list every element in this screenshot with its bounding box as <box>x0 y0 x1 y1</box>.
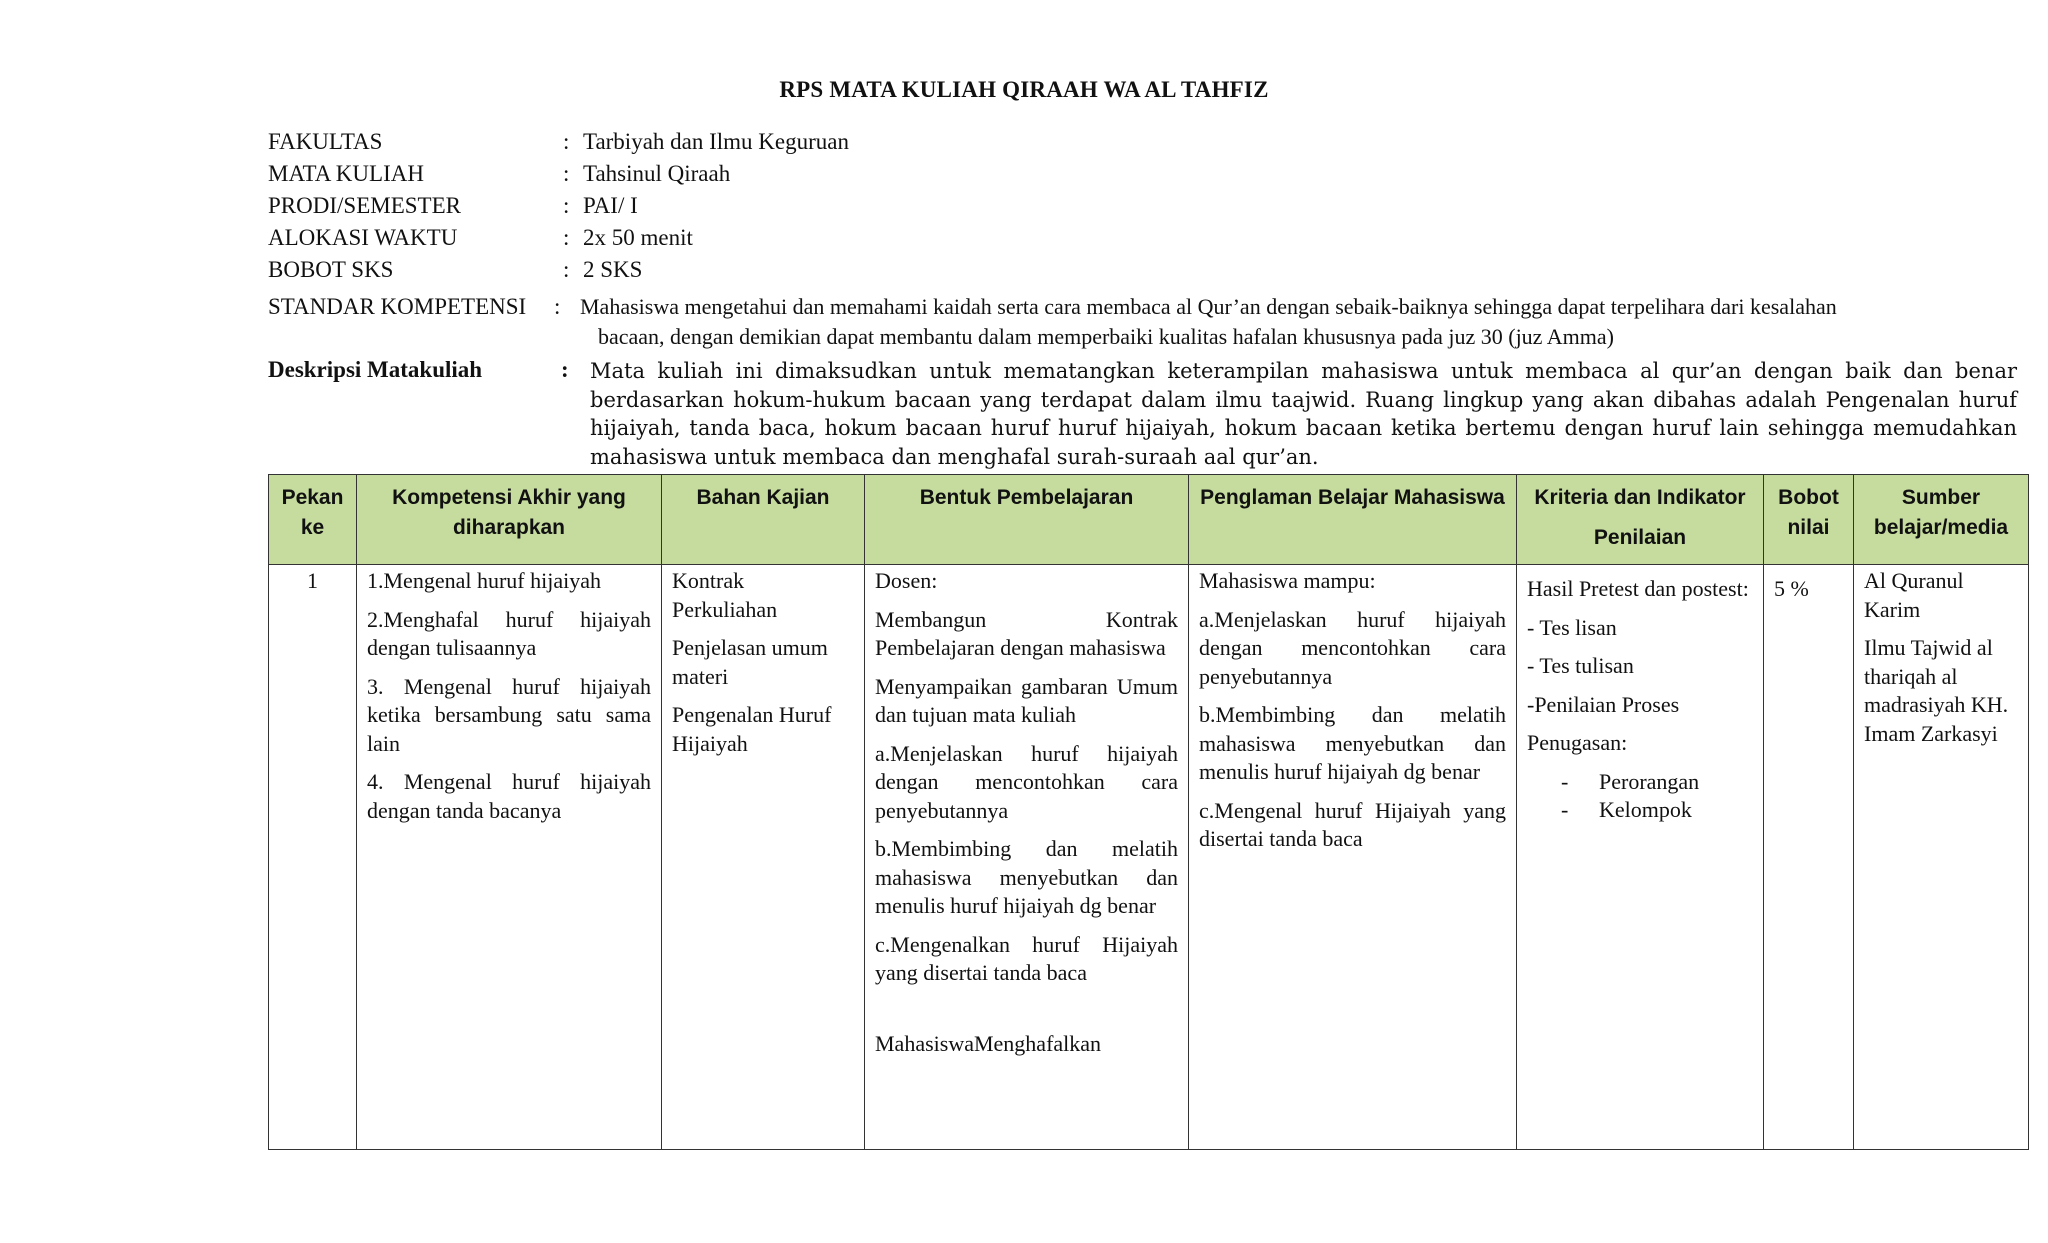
bentuk-item: Menyampaikan gambaran Umum dan tujuan mata kuliah <box>875 673 1178 727</box>
bahan-item: Penjelasan umum materi <box>672 635 828 689</box>
kompetensi-item: 4. Mengenal huruf hijaiyah dengan tanda bacanya <box>367 769 651 823</box>
pengalaman-item: Mahasiswa mampu: <box>1199 568 1376 593</box>
deskripsi-colon: : <box>561 357 569 382</box>
meta-colon: : <box>563 225 570 250</box>
kriteria-item: -Penilaian Proses <box>1527 691 1680 717</box>
standar-line2: bacaan, dengan demikian dapat membantu dalam memperbaiki kualitas hafalan khususnya pada juz 30 (juz Amma) <box>598 324 1614 349</box>
cell-bahan <box>662 565 865 1150</box>
penugasan-item: - Kelompok <box>1561 796 1753 825</box>
bentuk-item: Membangun Kontrak Pembelajaran dengan mahasiswa <box>875 606 1178 660</box>
meta-value: 2 SKS <box>583 257 643 282</box>
meta-label: BOBOT SKS <box>268 257 394 282</box>
header-kompetensi: Kompetensi Akhir yang diharapkan <box>357 475 662 565</box>
deskripsi-text: Mata kuliah ini dimaksudkan untuk mematangkan keterampilan mahasiswa untuk membaca al qur’an dengan baik dan benar berdasarkan hokum-hukum bacaan yang terdapat dalam ilmu taajwid. Ruang lingkup yang akan dibahas adalah Pengenalan huruf hijaiyah, tanda baca, hokum bacaan huruf huruf hijaiyah, hokum bacaan ketika bertemu dengan huruf lain sehingga memudahkan mahasiswa untuk membaca dan menghafal surah-suraah aal qur’an. <box>590 359 2017 469</box>
cell-pengalaman <box>1189 565 1517 1150</box>
kriteria-item: Hasil Pretest dan postest: <box>1527 576 1749 601</box>
header-sumber: Sumber belajar/media <box>1854 475 2029 565</box>
pengalaman-item: a.Menjelaskan huruf hijaiyah dengan mencontohkan cara penyebutannya <box>1199 606 1506 689</box>
header-pekan: Pekan ke <box>269 475 357 565</box>
meta-colon: : <box>563 193 570 218</box>
header-kriteria-line1: Kriteria dan Indikator <box>1534 486 1746 509</box>
standar-line1: Mahasiswa mengetahui dan memahami kaidah serta cara membaca al Qur’an dengan sebaik-baiknya sehingga dapat terpelihara dari kesalahan <box>580 294 1837 319</box>
header-pengalaman: Penglaman Belajar Mahasiswa <box>1189 475 1517 565</box>
cell-sumber <box>1854 565 2029 1150</box>
standar-colon: : <box>554 294 561 319</box>
cell-bobot: 5 % <box>1764 565 1854 1150</box>
meta-value: Tahsinul Qiraah <box>583 161 731 186</box>
sumber-item: Ilmu Tajwid al thariqah al madrasiyah KH. Imam Zarkasyi <box>1864 635 2009 746</box>
cell-pekan: 1 <box>269 565 357 1150</box>
bentuk-tail: MahasiswaMenghafalkan <box>875 1030 1102 1056</box>
meta-label: ALOKASI WAKTU <box>268 225 458 250</box>
cell-kriteria <box>1517 565 1764 1150</box>
pengalaman-item: b.Membimbing dan melatih mahasiswa menyebutkan dan menulis huruf hijaiyah dg benar <box>1199 702 1506 784</box>
meta-colon: : <box>563 129 570 154</box>
bahan-item: Kontrak Perkuliahan <box>672 568 778 622</box>
kompetensi-item: 2.Menghafal huruf hijaiyah dengan tulisaannya <box>367 606 651 660</box>
header-kriteria <box>1517 475 1764 565</box>
meta-value: PAI/ I <box>583 193 638 218</box>
standar-label: STANDAR KOMPETENSI <box>268 294 527 319</box>
header-bentuk: Bentuk Pembelajaran <box>865 475 1189 565</box>
table-header-row <box>269 475 2029 565</box>
bentuk-item: Dosen: <box>875 568 938 593</box>
deskripsi-label: Deskripsi Matakuliah <box>268 357 483 382</box>
penugasan-item: - Perorangan <box>1561 768 1753 797</box>
kriteria-list <box>1527 575 1753 758</box>
cell-bentuk <box>865 565 1189 1150</box>
penugasan-list <box>1527 768 1753 825</box>
meta-value: 2x 50 menit <box>583 225 693 250</box>
kriteria-item: - Tes tulisan <box>1527 653 1634 678</box>
table-row <box>269 565 2029 1150</box>
meta-label: FAKULTAS <box>268 129 383 154</box>
bentuk-list <box>875 567 1178 988</box>
meta-label: PRODI/SEMESTER <box>268 193 461 218</box>
bahan-item: Pengenalan Huruf Hijaiyah <box>672 702 832 756</box>
pengalaman-item: c.Mengenal huruf Hijaiyah yang disertai tanda baca <box>1199 797 1506 851</box>
meta-value: Tarbiyah dan Ilmu Keguruan <box>583 129 849 154</box>
kompetensi-item: 1.Mengenal huruf hijaiyah <box>367 568 601 593</box>
header-bobot: Bobot nilai <box>1764 475 1854 565</box>
bentuk-item: b.Membimbing dan melatih mahasiswa menyebutkan dan menulis huruf hijaiyah dg benar <box>875 836 1178 918</box>
meta-colon: : <box>563 257 570 282</box>
kriteria-item: Penugasan: <box>1527 730 1628 755</box>
rps-table <box>268 474 2029 1150</box>
header-bahan: Bahan Kajian <box>662 475 865 565</box>
bentuk-item: a.Menjelaskan huruf hijaiyah dengan mencontohkan cara penyebutannya <box>875 740 1178 823</box>
meta-colon: : <box>563 161 570 186</box>
header-kriteria-line2: Penilaian <box>1593 526 1687 549</box>
kompetensi-item: 3. Mengenal huruf hijaiyah ketika bersambung satu sama lain <box>367 673 651 756</box>
meta-label: MATA KULIAH <box>268 161 424 186</box>
bentuk-item: c.Mengenalkan huruf Hijaiyah yang disertai tanda baca <box>875 931 1178 985</box>
kriteria-item: - Tes lisan <box>1527 614 1617 640</box>
sumber-item: Al Quranul Karim <box>1864 568 1964 622</box>
cell-kompetensi <box>357 565 662 1150</box>
standar-value <box>580 292 2048 352</box>
document-title: RPS MATA KULIAH QIRAAH WA AL TAHFIZ <box>779 77 1269 102</box>
